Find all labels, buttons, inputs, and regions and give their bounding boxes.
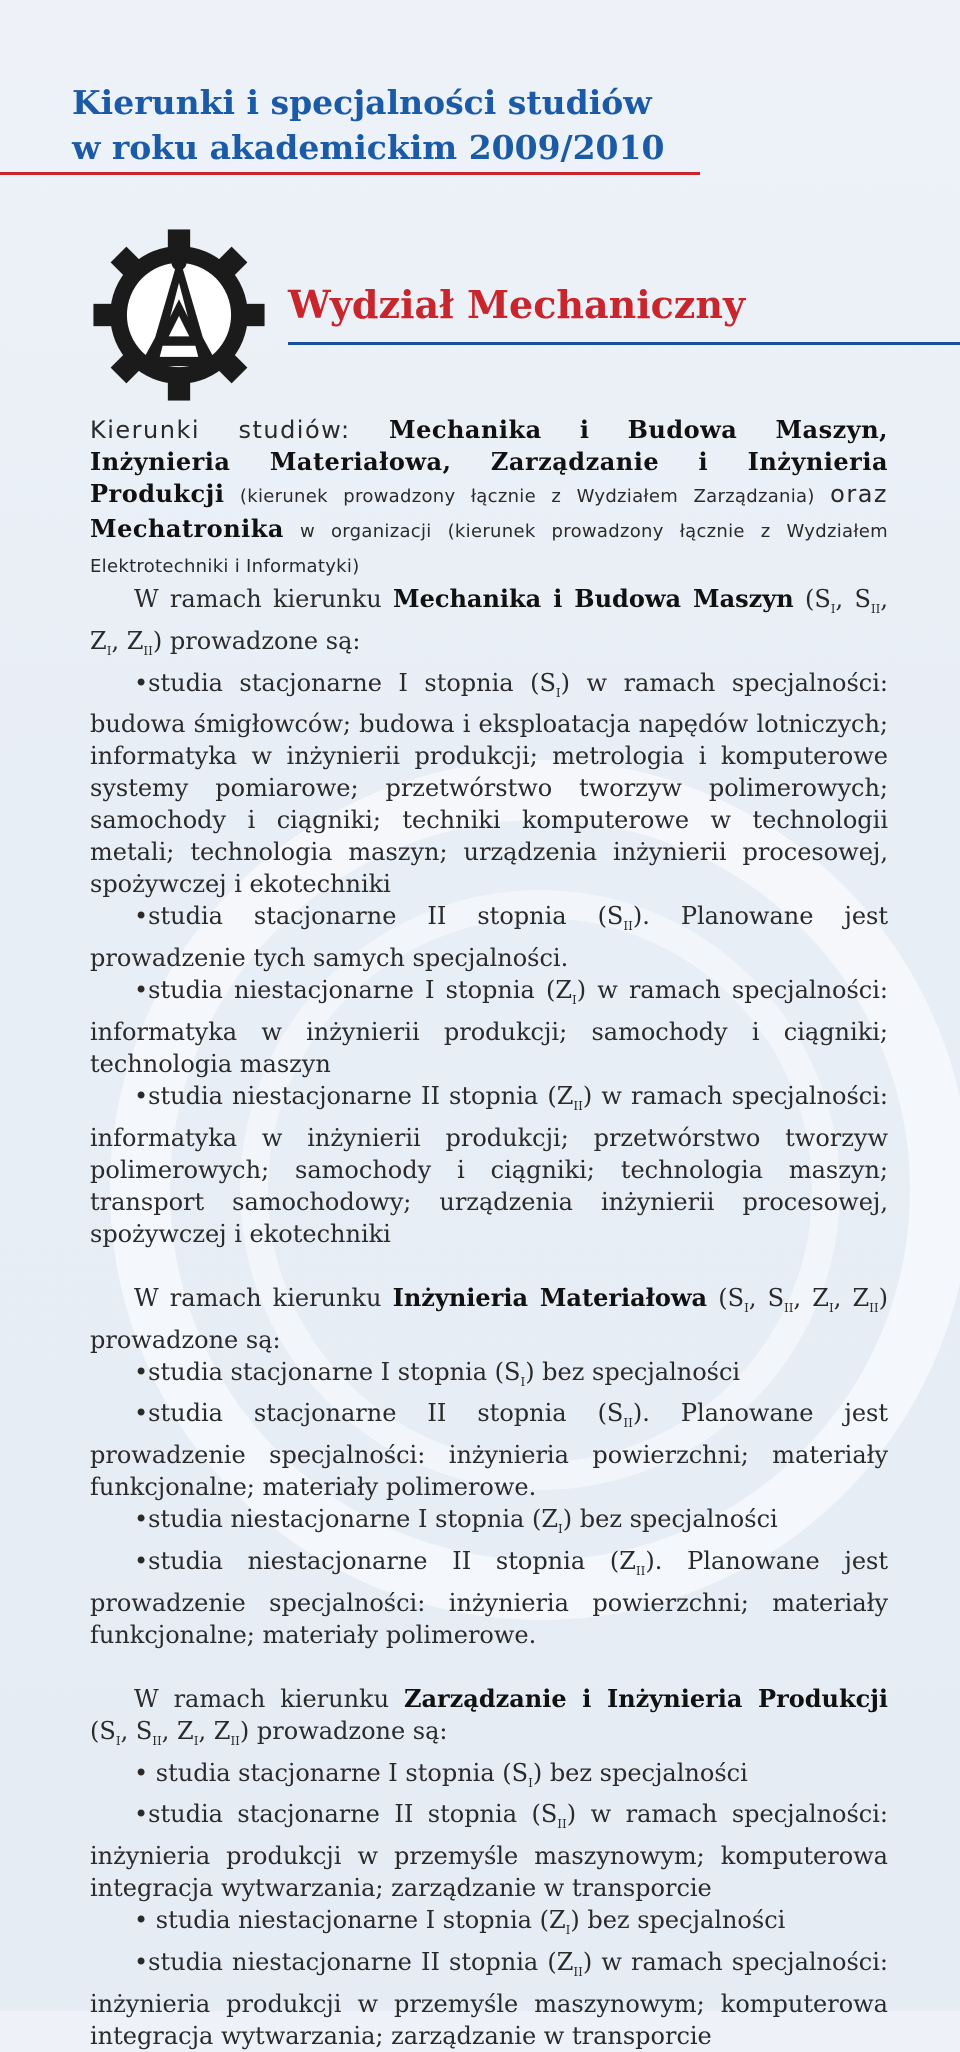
section-heading-mbm: W ramach kierunku Mechanika i Budowa Maszyn ($S_I$, $S_{II}$, $Z_I$, $Z_{II}$) prowadzone są:: [90, 584, 889, 658]
programs-list: Mechanika i Budowa Maszyn, Inżynieria Materiałowa, Zarządzanie i Inżynieria Produkcji: [90, 415, 889, 508]
title-underline: [0, 172, 700, 175]
list-item: •studia stacjonarne II stopnia $(S_{II})$ w ramach specjalności: inżynieria produkcji w przemyśle maszynowym; komputerowa integracja wytwarzania; zarządzanie w transporcie: [90, 1800, 888, 1903]
document-body: [90, 414, 888, 2052]
list-item: •studia stacjonarne I stopnia $(S_I)$ bez specjalności: [134, 1357, 741, 1389]
list-item: •studia niestacjonarne II stopnia $(Z_{II})$. Planowane jest prowadzenie specjalności: inżynieria powierzchni; materiały funkcjonalne; materiały polimerowe.: [90, 1546, 888, 1649]
program-name: Inżynieria Materiałowa: [392, 1282, 708, 1312]
page-title: [72, 80, 664, 170]
program-mechatronika: Mechatronika: [90, 514, 284, 543]
gear-compass-logo-icon: [86, 222, 272, 408]
section-heading-zip: W ramach kierunku Zarządzanie i Inżynieria Produkcji ($S_I$, $S_{II}$, $Z_I$, $Z_{II}$) prowadzone są:: [90, 1683, 889, 1748]
faculty-underline: [288, 342, 960, 345]
list-item: •studia stacjonarne II stopnia $(S_{II})$. Planowane jest prowadzenie tych samych specjalności.: [90, 902, 889, 973]
list-item: •studia niestacjonarne I stopnia $(Z_I)$ w ramach specjalności: informatyka w inżynierii produkcji; samochody i ciągniki; technologia maszyn: [90, 976, 889, 1078]
program-name: Mechanika i Budowa Maszyn: [393, 584, 794, 613]
list-item: •studia niestacjonarne II stopnia $(Z_{II})$ w ramach specjalności: inżynieria produkcji w przemyśle maszynowym; komputerowa integracja wytwarzania; zarządzanie w transporcie: [90, 1947, 888, 2050]
intro-paragraph: Kierunki studiów: Mechanika i Budowa Maszyn, Inżynieria Materiałowa, Zarządzanie i Inżynieria Produkcji (kierunek prowadzony łącznie z Wydziałem Zarządzania) oraz Mechatronika w organizacji (kierunek prowadzony łącznie z Wydziałem Elektrotechniki i Informatyki): [90, 415, 889, 577]
list-item: • studia stacjonarne I stopnia $(S_I)$ bez specjalności: [134, 1758, 748, 1790]
list-item: •studia niestacjonarne II stopnia $(Z_{II})$ w ramach specjalności: informatyka w inżynierii produkcji; przetwórstwo tworzyw polimerowych; samochody i ciągniki; technologia maszyn; transport samochodowy; urządzenia inżynierii procesowej, spożywczej i ekotechniki: [90, 1081, 888, 1248]
program-name: Zarządzanie i Inżynieria Produkcji: [403, 1683, 889, 1713]
list-item: •studia niestacjonarne I stopnia $(Z_I)$ bez specjalności: [134, 1505, 778, 1536]
title-line-1: Kierunki i specjalności studiów: [72, 83, 652, 122]
title-line-2: w roku akademickim 2009/2010: [72, 128, 665, 167]
list-item: • studia niestacjonarne I stopnia $(Z_I)$ bez specjalności: [134, 1906, 786, 1937]
list-item: •studia stacjonarne I stopnia $(S_I)$ w ramach specjalności: budowa śmigłowców; budowa i eksploatacja napędów lotniczych; informatyka w inżynierii produkcji; metrologia i komputerowe systemy pomiarowe; przetwórstwo tworzyw polimerowych; samochody i ciągniki; techniki komputerowe w technologii metali; technologia maszyn; urządzenia inżynierii procesowej, spożywczej i ekotechniki: [90, 668, 888, 899]
faculty-title: Wydział Mechaniczny: [288, 282, 746, 327]
section-heading-im: W ramach kierunku Inżynieria Materiałowa ($S_I$, $S_{II}$, $Z_I$, $Z_{II}$) prowadzone są:: [90, 1282, 889, 1354]
list-item: •studia stacjonarne II stopnia $(S_{II})$. Planowane jest prowadzenie specjalności: inżynieria powierzchni; materiały funkcjonalne; materiały polimerowe.: [90, 1399, 889, 1502]
